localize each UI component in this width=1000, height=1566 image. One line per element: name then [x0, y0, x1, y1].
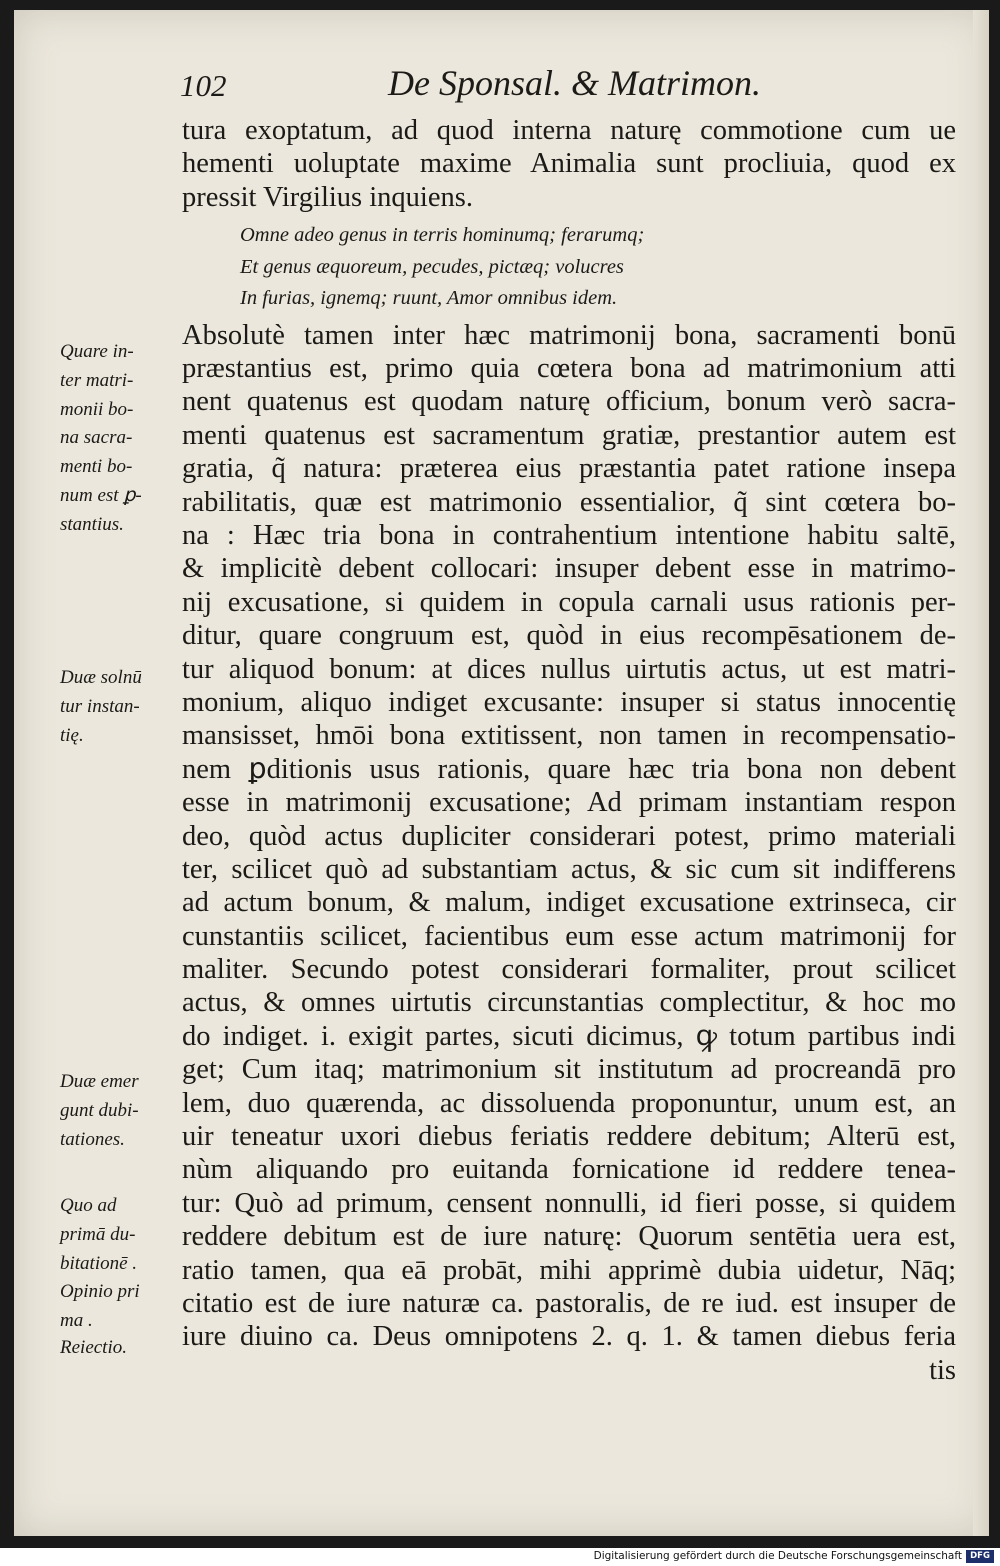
text-line: reddere debitum est de iure naturę: Quorum sentētia uera est,	[182, 1221, 956, 1253]
text-line: pressit Virgilius inquiens.	[182, 181, 473, 213]
note-line: ma .	[60, 1310, 93, 1332]
text-line: cunstantiis scilicet, facientibus eum esse actum matrimonij for	[182, 920, 956, 952]
note-line: monii bo-	[60, 398, 134, 420]
text-line: maliter. Secundo potest considerari formaliter, prout scilicet	[182, 954, 956, 986]
text-line: rabilitatis, quæ est matrimonio essentialior, q̃ sint cœtera bo-	[182, 486, 956, 518]
note-line: Quare in-	[60, 341, 134, 362]
text-line: tura exoptatum, ad quod interna naturę commotione cum ue	[182, 115, 956, 146]
text-line: ad actum bonum, & malum, indiget excusatione extrinseca, cir	[182, 887, 956, 919]
verse-quotation	[182, 214, 956, 319]
text-line: actus, & omnes uirtutis circunstantias complectitur, & hoc mo	[182, 987, 956, 1019]
marginal-note-prima-dubitatio	[60, 1192, 172, 1336]
text-line: nùm aliquando pro euitanda fornicatione id reddere tenea-	[182, 1154, 956, 1186]
text-line: iure diuino ca. Deus omnipotens 2. q. 1. & tamen diebus feria	[182, 1321, 956, 1353]
text-line: mansisset, hmōi bona extitissent, non tamen in recompensatio-	[182, 720, 956, 752]
page-number: 102	[180, 68, 227, 103]
text-line: lem, duo quærenda, ac dissoluenda proponuntur, unum est, an	[182, 1087, 956, 1119]
text-line: ratio tamen, qua eā probāt, mihi apprimè dubia uidetur, Nāq;	[182, 1254, 956, 1286]
text-line: menti quatenus est sacramentum gratiæ, prestantior autem est	[182, 419, 956, 451]
text-line: nij excusatione, si quidem in copula carnali usus rationis per-	[182, 586, 956, 618]
text-line: deo, quòd actus dupliciter considerari potest, primo materiali	[182, 820, 956, 852]
marginal-note-instantiae	[60, 664, 172, 750]
text-line: præstantius est, primo quia cœtera bona ad matrimonium atti	[182, 353, 956, 385]
note-line: stantius.	[60, 513, 124, 535]
note-line: num est ꝑ-	[60, 484, 142, 506]
note-line: Duæ emer	[60, 1071, 139, 1092]
text-line: ter, scilicet quò ad substantiam actus, & sic cum sit indifferens	[182, 853, 956, 885]
text-line: ditur, quare congruum est, quòd in eius recompēsationem de-	[182, 620, 956, 652]
marginal-note-dubitationes	[60, 1068, 172, 1154]
note-line: primā du-	[60, 1223, 136, 1245]
page-edge	[973, 10, 989, 1536]
note-line: tationes.	[60, 1128, 125, 1150]
marginal-note-quare	[60, 338, 172, 540]
note-line: gunt dubi-	[60, 1099, 139, 1121]
text-line: tur aliquod bonum: at dices nullus uirtutis actus, ut est matri-	[182, 653, 956, 685]
note-line: na sacra-	[60, 427, 133, 449]
catchword: tis	[929, 1354, 956, 1386]
text-line: esse in matrimonij excusatione; Ad primam instantiam respon	[182, 787, 956, 819]
text-line: tur: Quò ad primum, censent nonnulli, id fieri posse, si quidem	[182, 1187, 956, 1219]
footer-bar	[0, 1548, 1000, 1566]
main-text	[182, 114, 956, 1387]
text-line: get; Cum itaq; matrimonium sit institutum ad procreandā pro	[182, 1054, 956, 1086]
text-line: nent quatenus est quodam naturę officium, bonum verò sacra-	[182, 386, 956, 418]
marginal-note-reiectio	[60, 1334, 172, 1363]
running-head	[180, 62, 820, 112]
footer-credit: Digitalisierung gefördert durch die Deutsche Forschungsgemeinschaft	[593, 1550, 962, 1562]
text-line: hementi uoluptate maxime Animalia sunt procliuia, quod ex	[182, 148, 956, 180]
text-line: & implicitè debent collocari: insuper debent esse in matrimo-	[182, 553, 956, 585]
verse-line: Omne adeo genus in terris hominumq; ferarumq;	[240, 224, 645, 247]
text-line: uir teneatur uxori diebus feriatis reddere debitum; Alterū est,	[182, 1121, 956, 1153]
note-line: tur instan-	[60, 695, 140, 717]
note-line: menti bo-	[60, 456, 133, 478]
note-line: Quo ad	[60, 1195, 117, 1216]
dfg-logo-icon: DFG	[966, 1550, 994, 1563]
text-line: nem ꝑditionis usus rationis, quare hæc tria bona non debent	[182, 753, 956, 785]
text-line: do indiget. i. exigit partes, sicuti dicimus, ꝙ totum partibus indi	[182, 1020, 956, 1052]
text-line: na : Hæc tria bona in contrahentium intentione habitu saltē,	[182, 520, 956, 552]
note-line: Opinio pri	[60, 1281, 140, 1303]
running-title: De Sponsal. & Matrimon.	[388, 63, 761, 103]
text-line: citatio est de iure naturæ ca. pastoralis, de re iud. est insuper de	[182, 1288, 956, 1319]
verse-line: In furias, ignemq; ruunt, Amor omnibus idem.	[240, 287, 618, 310]
note-line: tię.	[60, 724, 84, 746]
note-line: Duæ solnū	[60, 667, 142, 688]
note-line: ter matri-	[60, 369, 134, 391]
note-line: Reiectio.	[60, 1337, 127, 1358]
verse-line: Et genus æquoreum, pecudes, pictæq; volucres	[240, 255, 624, 278]
note-line: bitationē .	[60, 1252, 138, 1274]
text-line: monium, aliquo indiget excusante: insuper si status innocentię	[182, 686, 956, 718]
text-line: Absolutè tamen inter hæc matrimonij bona, sacramenti bonū	[182, 319, 956, 351]
text-line: gratia, q̃ natura: præterea eius præstantia patet ratione insepa	[182, 453, 956, 485]
